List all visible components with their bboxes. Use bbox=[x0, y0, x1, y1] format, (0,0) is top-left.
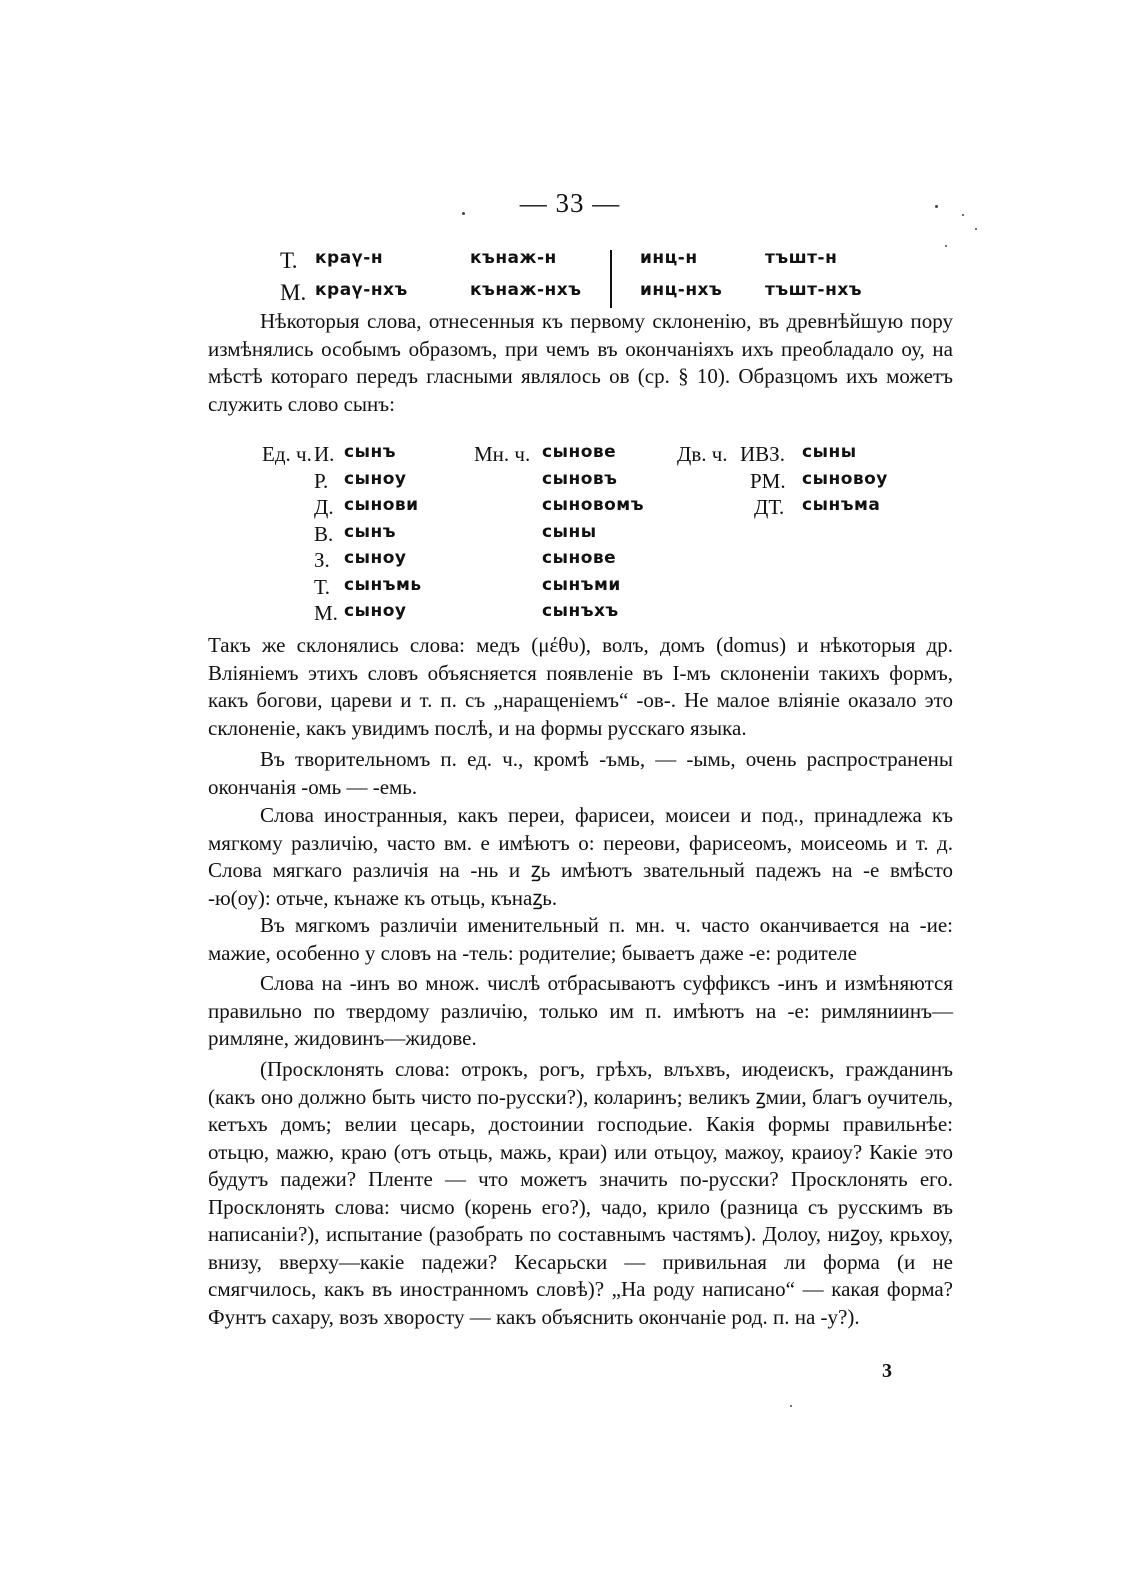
table-row bbox=[262, 548, 882, 575]
word-form: сынъмь bbox=[344, 574, 422, 595]
case-label: Р. bbox=[314, 468, 329, 493]
word-form: краү-нхъ bbox=[315, 280, 408, 300]
word-form: кънаж-нхъ bbox=[470, 280, 582, 300]
scan-speck bbox=[975, 228, 977, 230]
word-form: сыновомъ bbox=[542, 495, 644, 515]
word-form: сынъ bbox=[344, 442, 396, 462]
table-row bbox=[262, 442, 882, 469]
paradigm-table-top bbox=[280, 248, 920, 312]
dual-header: Дв. ч. bbox=[677, 442, 728, 466]
table-row bbox=[262, 495, 882, 522]
word-form: сыны bbox=[802, 442, 857, 462]
paragraph-intro bbox=[208, 308, 953, 418]
table-row bbox=[262, 468, 888, 496]
paragraph-text: Въ творительномъ п. ед. ч., кромѣ -ъмь, — -ымь, очень распространены окончанія -омь — -емь. bbox=[208, 747, 953, 799]
paragraph-exercises bbox=[208, 1056, 953, 1331]
word-form: сыноу bbox=[344, 601, 407, 621]
word-form: сынъми bbox=[542, 574, 621, 595]
case-label: Д. bbox=[314, 495, 334, 519]
case-label: Т. bbox=[280, 248, 298, 273]
word-form: сыновоу bbox=[802, 468, 888, 489]
word-form: сынове bbox=[542, 548, 617, 568]
case-label: З. bbox=[314, 548, 330, 572]
word-form: краү-н bbox=[315, 248, 384, 268]
table-row bbox=[262, 575, 882, 602]
word-form: инц-н bbox=[640, 248, 698, 268]
word-form: сыноу bbox=[344, 548, 407, 568]
word-form: тъшт-н bbox=[765, 248, 838, 268]
word-form: сынове bbox=[542, 442, 617, 462]
scan-speck bbox=[790, 1405, 792, 1407]
paragraph-text: (Просклонять слова: отрокъ, рогъ, грѣхъ, влъхвъ, июдеискъ, гражданинъ (какъ оно должно быть чисто по-русски?), коларинъ; великъ ꙁмии, благъ оучитель, кетъхъ домъ; велии цесарь, достоинии господьие. Какія формы правильнѣе: отьцю, мажю, краю (отъ отьць, мажь, краи) или отьцоу, мажоу, краиоу? Какіе это будутъ падежи? Пленте — что можетъ значить по-русски? Просклонять его. Просклонять слова: чисмо (корень его?), чадо, крило (разница съ русскимъ въ написаніи?), испытание (разобрать по составнымъ частямъ). Долоу, ниꙁоу, крьхоу, внизу, вверху—какіе падежи? Кесарьски — привильная ли форма (и не смягчилось, какъ въ иностранномъ словѣ)? „На роду написано“ — какая форма? Фунтъ сахару, возъ хворосту — какъ объяснить окончаніе род. п. на -у?). bbox=[208, 1057, 953, 1329]
word-form: сынъхъ bbox=[542, 601, 619, 621]
paragraph bbox=[208, 970, 953, 1053]
word-form: сынъма bbox=[802, 495, 881, 515]
word-form: сыноу bbox=[344, 468, 407, 489]
paragraph-text: Такъ же склонялись слова: медъ (μέθυ), волъ, домъ (domus) и нѣкоторыя др. Вліяніемъ этихъ словъ объясняется появленіе въ I-мъ склоненіи такихъ формъ, какъ богови, цареви и т. п. съ „наращеніемъ“ -ов-. Не малое вліяніе оказало это склоненіе, какъ увидимъ послѣ, и на формы русскаго языка. bbox=[208, 633, 953, 740]
word-form: сыновъ bbox=[542, 468, 618, 489]
scan-speck bbox=[962, 214, 964, 216]
table-row bbox=[262, 522, 882, 549]
page-number: — 33 — bbox=[519, 188, 621, 218]
plural-header: Мн. ч. bbox=[474, 442, 531, 466]
signature-mark: 3 bbox=[882, 1360, 892, 1382]
paragraph bbox=[208, 802, 953, 912]
paragraph-text: Нѣкоторыя слова, отнесенныя къ первому склоненію, въ древнѣйшую пору измѣнялись особымъ образомъ, при чемъ въ окончаніяхъ ихъ преобладало оу, на мѣстѣ котораго передъ гласными являлось ов (ср. § 10). Образцомъ ихъ можетъ служить слово сынъ: bbox=[208, 309, 953, 416]
paragraph bbox=[208, 632, 953, 742]
case-label: В. bbox=[314, 521, 334, 546]
scan-speck bbox=[462, 212, 465, 215]
case-label: М. bbox=[314, 601, 338, 625]
scan-speck bbox=[935, 205, 938, 208]
word-form: сыны bbox=[542, 521, 597, 542]
table-row bbox=[262, 601, 882, 628]
word-form: инц-нхъ bbox=[640, 280, 723, 300]
word-form: тъшт-нхъ bbox=[765, 280, 863, 300]
singular-header: Ед. ч. bbox=[262, 442, 312, 466]
case-label: Т. bbox=[314, 574, 330, 599]
paragraph bbox=[208, 746, 953, 801]
word-form: сынъ bbox=[344, 521, 396, 542]
paragraph-text: Слова на -инъ во множ. числѣ отбрасываютъ суффиксъ -инъ и измѣняются правильно по твердому различію, только им п. имѣютъ на -е: римляниинъ—римляне, жидовинъ—жидове. bbox=[208, 971, 953, 1050]
case-label: М. bbox=[280, 280, 307, 305]
table-row bbox=[280, 248, 920, 280]
scan-speck bbox=[945, 245, 947, 247]
case-label: РМ. bbox=[750, 468, 786, 493]
word-form: кънаж-н bbox=[470, 248, 557, 268]
case-label: ИВЗ. bbox=[740, 442, 785, 466]
case-label: И. bbox=[314, 442, 335, 466]
paragraph-text: Въ мягкомъ различіи именительный п. мн. ч. часто оканчивается на -ие: мажие, особенно у словъ на -тель: родителие; бываетъ даже -е: родителе bbox=[208, 913, 953, 965]
declension-table bbox=[262, 442, 888, 628]
paragraph bbox=[208, 912, 953, 967]
paragraph-text: Слова иностранныя, какъ переи, фарисеи, моисеи и под., принадлежа къ мягкому различію, часто вм. е имѣютъ о: переови, фарисеомъ, моисеомь и т. д. Слова мягкаго различія на -нь и ꙁь имѣютъ звательный падежъ на -е вмѣсто -ю(оу): отьче, кънаже къ отьць, кънаꙁь. bbox=[208, 803, 953, 910]
case-label: ДТ. bbox=[754, 495, 785, 519]
word-form: сынови bbox=[344, 495, 419, 515]
